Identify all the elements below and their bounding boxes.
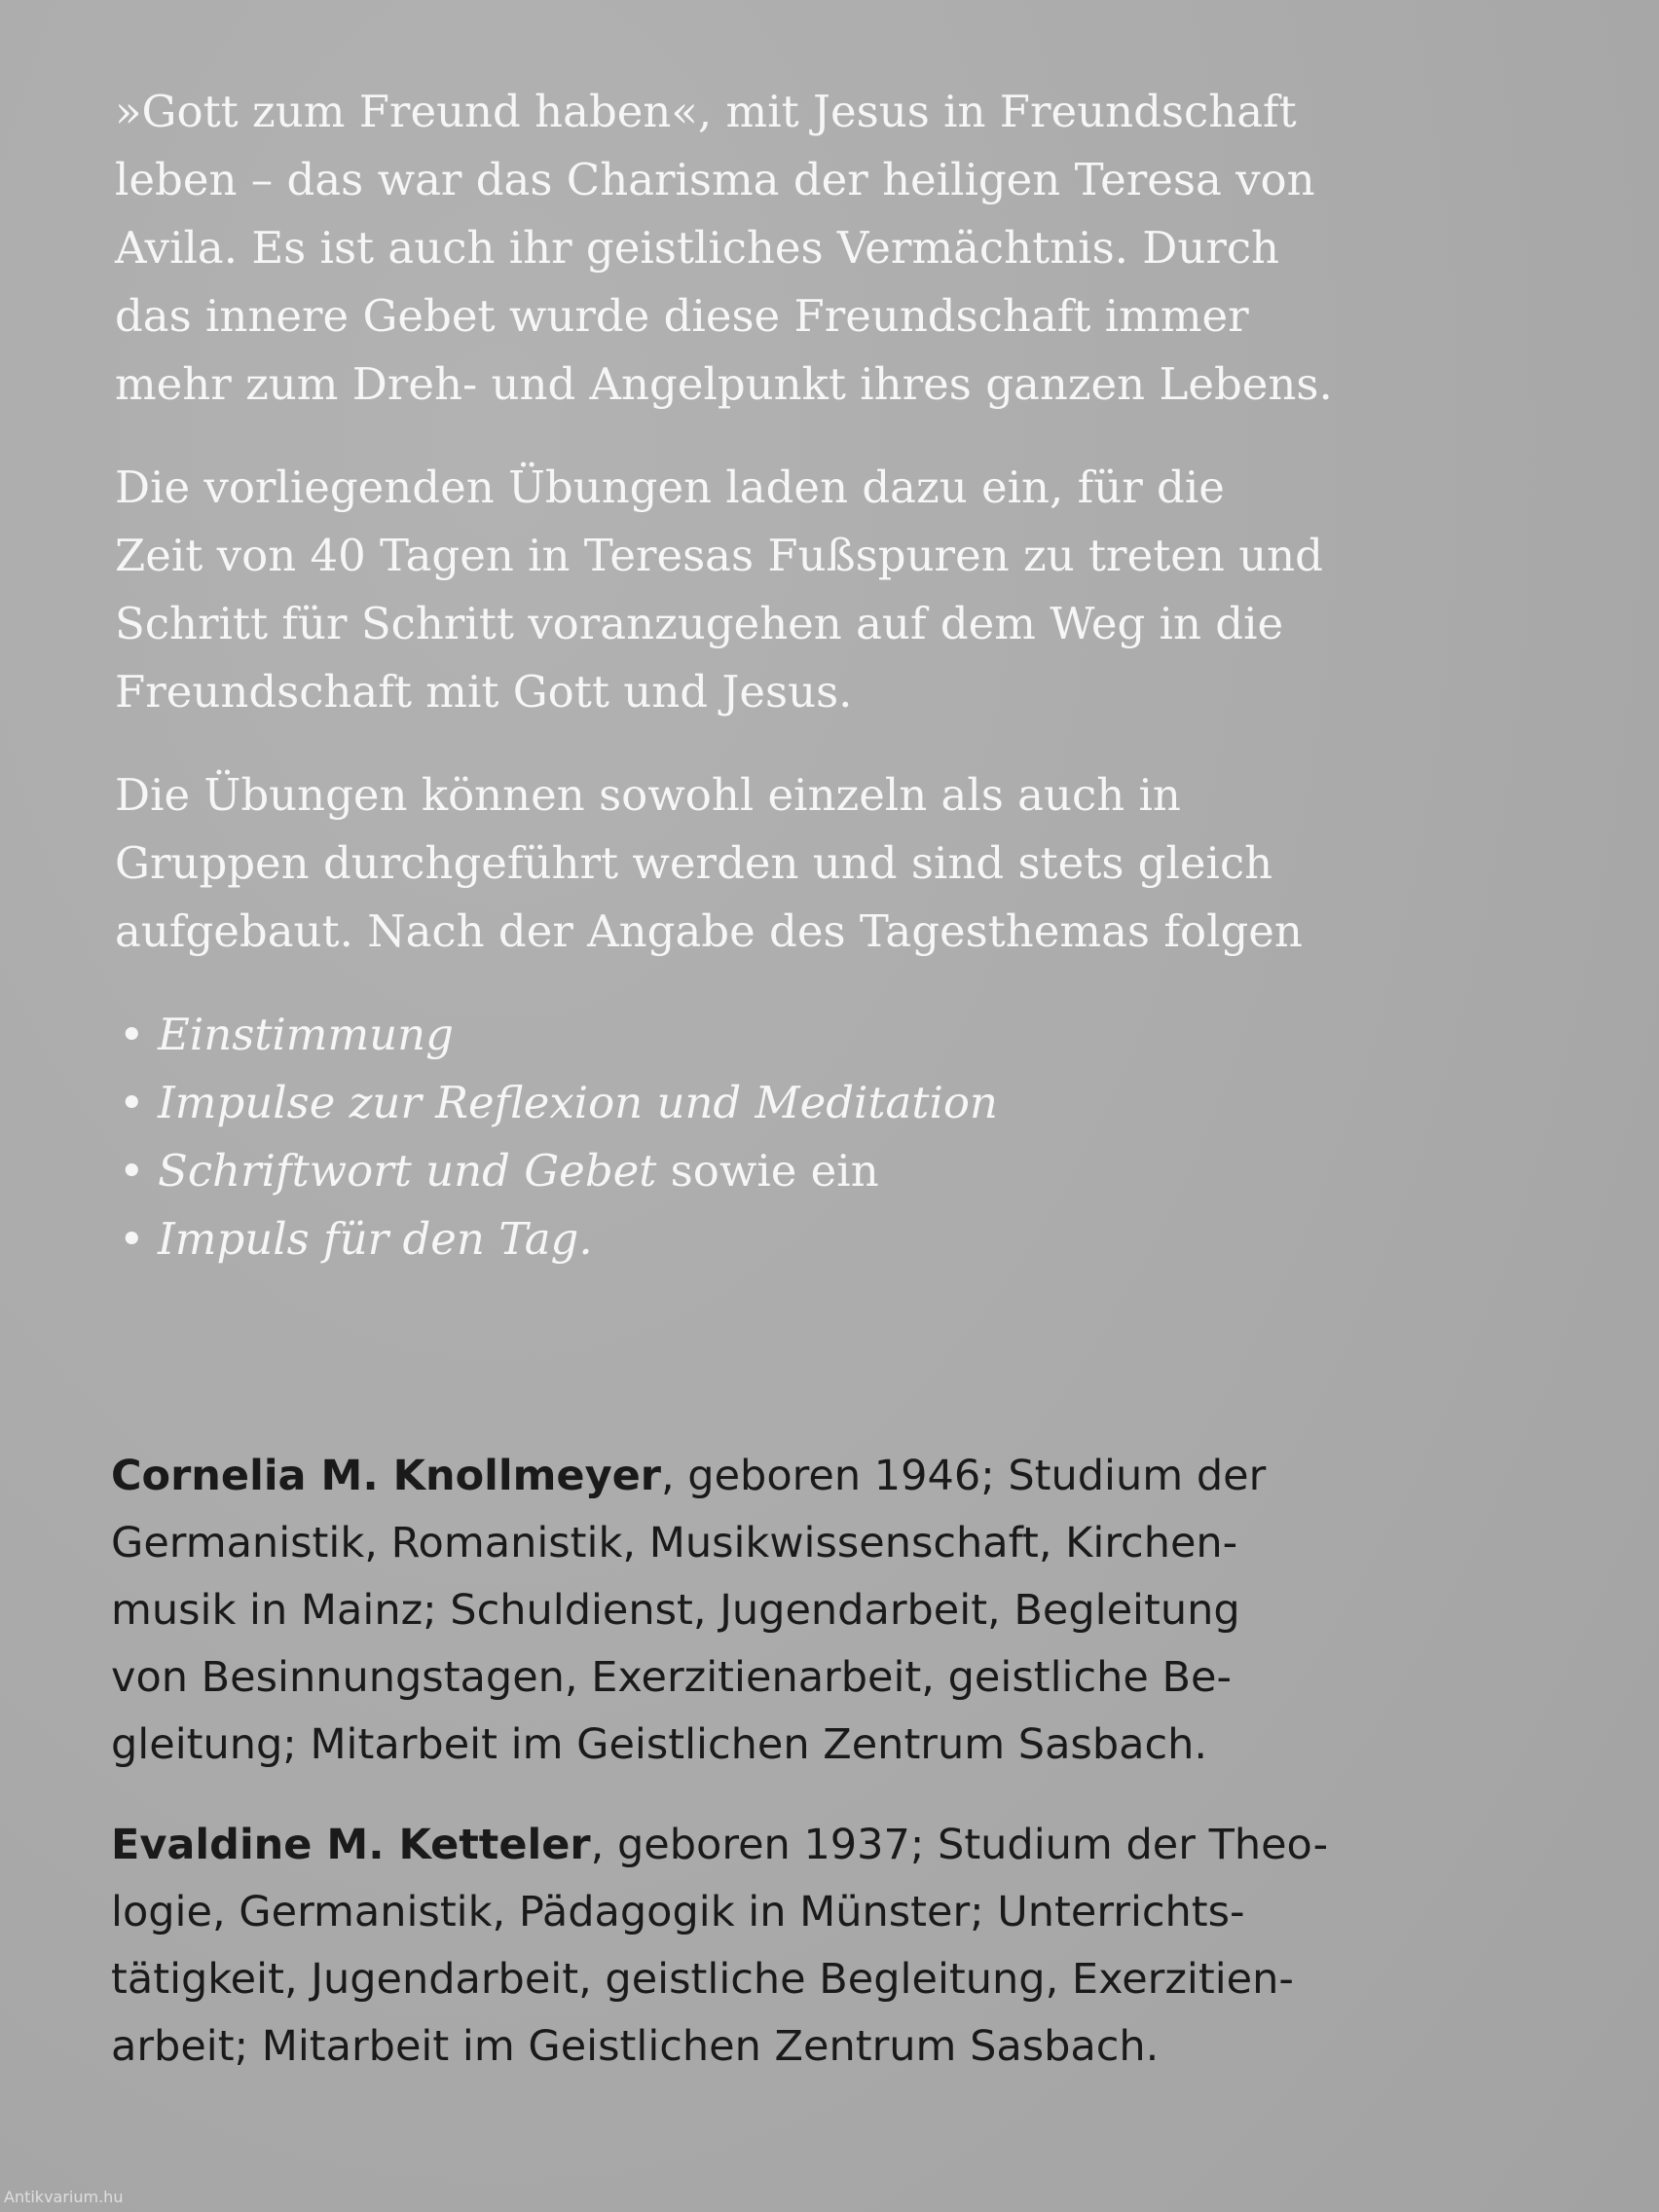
text-line: Schritt für Schritt voranzugehen auf dem Weg in die [115,598,1284,649]
bullet-icon: • [119,1213,145,1265]
text-line: arbeit; Mitarbeit im Geistlichen Zentrum Sasbach. [111,2022,1160,2071]
list-item [115,1205,1342,1273]
list-item [115,1001,1342,1069]
text-line: musik in Mainz; Schuldienst, Jugendarbeit, Begleitung [111,1586,1240,1635]
text-line: Zeit von 40 Tagen in Teresas Fußspuren zu treten und [115,530,1323,581]
text-line: Avila. Es ist auch ihr geistliches Vermächtnis. Durch [115,222,1280,274]
list-item-rest: sowie ein [656,1145,879,1197]
author-name: Evaldine M. Ketteler [111,1821,591,1869]
list-item-italic: Impulse zur Reflexion und Meditation [158,1077,998,1128]
text-line: Die vorliegenden Übungen laden dazu ein, für die [115,461,1225,513]
text-line: Germanistik, Romanistik, Musikwissenschaft, Kirchen- [111,1519,1238,1567]
intro-paragraph-1 [115,78,1342,419]
text-line: mehr zum Dreh- und Angelpunkt ihres ganzen Lebens. [115,358,1333,410]
text-line [111,1812,1377,1879]
text-line: tätigkeit, Jugendarbeit, geistliche Begleitung, Exerzitien- [111,1955,1294,2004]
intro-paragraph-2 [115,454,1342,726]
text-line: Freundschaft mit Gott und Jesus. [115,666,853,718]
watermark: Antikvarium.hu [4,2188,124,2206]
author-bio-text: , geboren 1937; Studium der Theo- [590,1821,1329,1869]
bullet-icon: • [119,1077,145,1128]
text-line: leben – das war das Charisma der heiligen Teresa von [115,154,1315,205]
intro-text [115,78,1342,1273]
list-item [115,1137,1342,1205]
list-item-italic: Einstimmung [158,1009,454,1060]
list-item [115,1069,1342,1137]
list-item-italic: Schriftwort und Gebet [158,1145,657,1197]
text-line: »Gott zum Freund haben«, mit Jesus in Freundschaft [115,86,1297,137]
text-line: logie, Germanistik, Pädagogik in Münster; Unterrichts- [111,1888,1245,1936]
structure-list [115,1001,1342,1273]
bullet-icon: • [119,1009,145,1060]
author-bio-2 [111,1812,1377,2081]
bullet-icon: • [119,1145,145,1197]
author-bios [111,1443,1377,2114]
list-item-italic: Impuls für den Tag. [158,1213,593,1265]
author-name: Cornelia M. Knollmeyer [111,1452,661,1500]
text-line: von Besinnungstagen, Exerzitienarbeit, geistliche Be- [111,1653,1232,1702]
author-bio-1 [111,1443,1377,1779]
text-line: Die Übungen können sowohl einzeln als auch in [115,769,1181,821]
intro-paragraph-3 [115,761,1342,966]
text-line [111,1443,1377,1510]
text-line: das innere Gebet wurde diese Freundschaft immer [115,290,1249,342]
author-bio-text: , geboren 1946; Studium der [660,1452,1267,1500]
text-line: gleitung; Mitarbeit im Geistlichen Zentrum Sasbach. [111,1720,1208,1769]
text-line: Gruppen durchgeführt werden und sind stets gleich [115,837,1273,889]
text-line: aufgebaut. Nach der Angabe des Tagesthemas folgen [115,905,1303,957]
